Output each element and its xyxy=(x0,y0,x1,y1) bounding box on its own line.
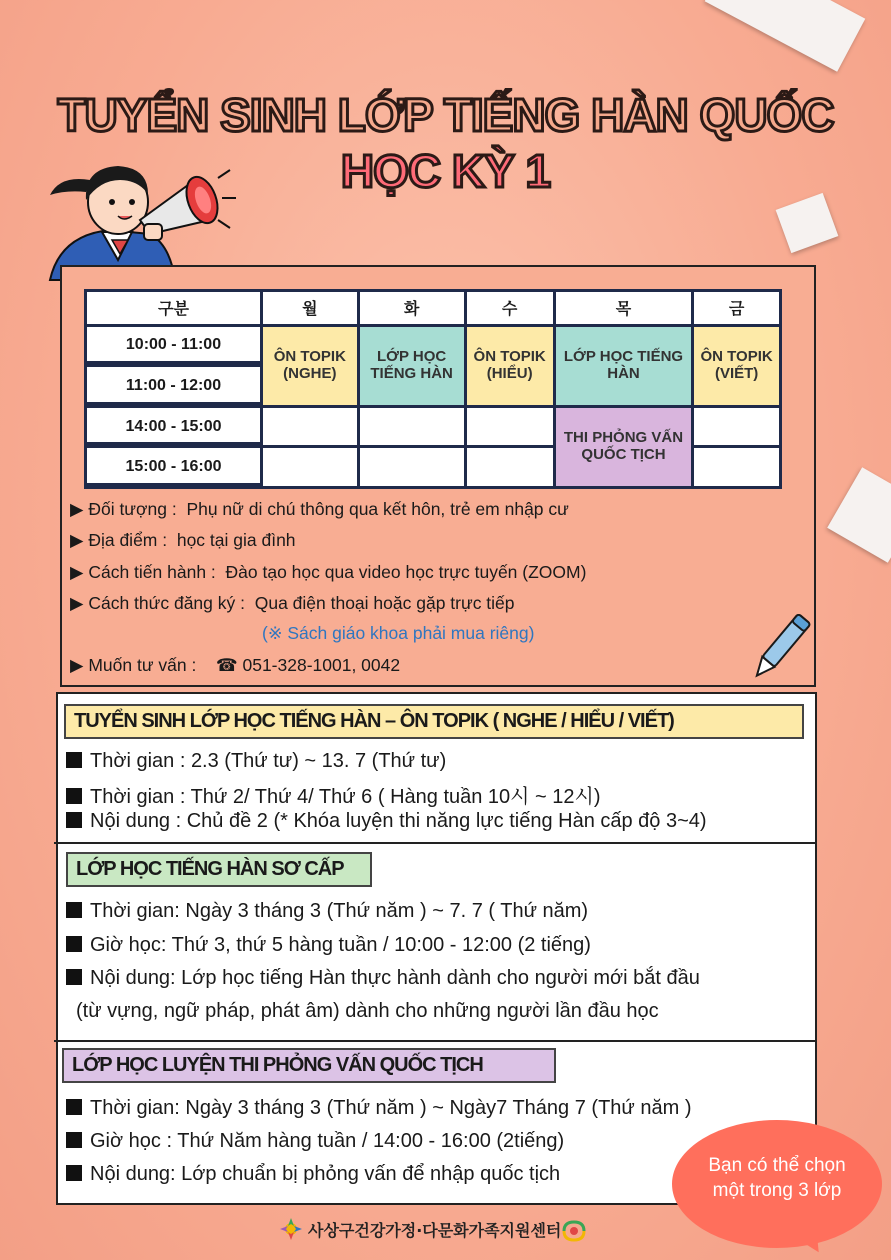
square-bullet-icon xyxy=(66,1132,82,1148)
info-label: ▶ Muốn tư vấn : xyxy=(70,655,196,675)
info-value: học tại gia đình xyxy=(176,530,296,550)
empty-cell xyxy=(693,406,781,447)
class-cell-thu-afternoon: THI PHỎNG VẤN QUỐC TỊCH xyxy=(554,406,693,487)
empty-cell xyxy=(358,406,465,447)
list-item: Nội dung: Lớp chuẩn bị phỏng vấn để nhập quốc tịch xyxy=(66,1163,560,1186)
info-registration xyxy=(70,593,515,614)
textbook-note: (※ Sách giáo khoa phải mua riêng) xyxy=(262,623,535,643)
list-item: Thời gian : 2.3 (Thứ tư) ~ 13. 7 (Thứ tư) xyxy=(66,750,446,773)
info-value: Đào tạo học qua video học trực tuyến (ZOOM) xyxy=(225,562,587,582)
column-header: 구분 xyxy=(86,291,262,326)
schedule-table xyxy=(84,289,782,489)
section-divider xyxy=(54,1040,817,1042)
list-item: Thời gian : Thứ 2/ Thứ 4/ Thứ 6 ( Hàng tuần 10시 ~ 12시) xyxy=(66,780,601,809)
empty-cell xyxy=(465,447,554,488)
pen-icon xyxy=(745,608,815,688)
list-item-continuation: (từ vựng, ngữ pháp, phát âm) dành cho những người lần đầu học xyxy=(76,1000,659,1022)
class-cell-mon: ÔN TOPIK (NGHE) xyxy=(262,325,359,406)
table-header-row xyxy=(86,291,781,326)
square-bullet-icon xyxy=(66,812,82,828)
empty-cell xyxy=(358,447,465,488)
table-row xyxy=(86,406,781,447)
square-bullet-icon xyxy=(66,1165,82,1181)
empty-cell xyxy=(262,406,359,447)
list-item: Thời gian: Ngày 3 tháng 3 (Thứ năm ) ~ 7. 7 ( Thứ năm) xyxy=(66,900,588,923)
class-cell-fri: ÔN TOPIK (VIẾT) xyxy=(693,325,781,406)
list-item: Thời gian: Ngày 3 tháng 3 (Thứ năm ) ~ Ngày7 Tháng 7 (Thứ năm ) xyxy=(66,1097,691,1120)
column-header: 금 xyxy=(693,291,781,326)
square-bullet-icon xyxy=(66,752,82,768)
decorative-paper-right xyxy=(776,193,839,253)
footer-organization: 사상구건강가정·다문화가족지원센터 xyxy=(308,1221,562,1240)
family-logo-icon xyxy=(560,1220,588,1242)
info-target xyxy=(70,499,569,520)
section-divider xyxy=(54,842,817,844)
bubble-line: một trong 3 lớp xyxy=(712,1179,842,1201)
section-heading-beginner: LỚP HỌC TIẾNG HÀN SƠ CẤP xyxy=(66,852,372,887)
square-bullet-icon xyxy=(66,788,82,804)
page-subtitle: HỌC KỲ 1 xyxy=(340,145,551,197)
section-heading-topik: TUYỂN SINH LỚP HỌC TIẾNG HÀN – ÔN TOPIK ( NGHE / HIỂU / VIẾT) xyxy=(64,704,804,739)
class-cell-thu: LỚP HỌC TIẾNG HÀN xyxy=(554,325,693,406)
info-location xyxy=(70,530,296,551)
column-header: 화 xyxy=(358,291,465,326)
square-bullet-icon xyxy=(66,969,82,985)
time-cell: 15:00 - 16:00 xyxy=(86,447,262,488)
list-item: Nội dung: Lớp học tiếng Hàn thực hành dành cho người mới bắt đầu xyxy=(66,967,700,990)
column-header: 목 xyxy=(554,291,693,326)
center-logo-icon xyxy=(278,1216,304,1242)
list-item: Nội dung : Chủ đề 2 (* Khóa luyện thi năng lực tiếng Hàn cấp độ 3~4) xyxy=(66,810,707,833)
empty-cell xyxy=(262,447,359,488)
table-row xyxy=(86,325,781,366)
list-item: Giờ học: Thứ 3, thứ 5 hàng tuần / 10:00 - 12:00 (2 tiếng) xyxy=(66,934,591,957)
column-header: 수 xyxy=(465,291,554,326)
schedule-panel xyxy=(60,265,816,687)
square-bullet-icon xyxy=(66,902,82,918)
time-cell: 14:00 - 15:00 xyxy=(86,406,262,447)
info-label: ▶ Địa điểm : xyxy=(70,530,167,550)
info-value: Phụ nữ di chú thông qua kết hôn, trẻ em nhập cư xyxy=(186,499,569,519)
courses-panel xyxy=(56,692,817,1205)
square-bullet-icon xyxy=(66,936,82,952)
class-cell-wed: ÔN TOPIK (HIỂU) xyxy=(465,325,554,406)
info-label: ▶ Đối tượng : xyxy=(70,499,177,519)
empty-cell xyxy=(465,406,554,447)
info-label: ▶ Cách thức đăng ký : xyxy=(70,593,245,613)
decorative-paper-top-right xyxy=(705,0,866,72)
empty-cell xyxy=(693,447,781,488)
info-value: Qua điện thoại hoặc gặp trực tiếp xyxy=(254,593,515,613)
time-cell: 10:00 - 11:00 xyxy=(86,325,262,366)
info-method xyxy=(70,562,586,583)
section-heading-citizenship: LỚP HỌC LUYỆN THI PHỎNG VẤN QUỐC TỊCH xyxy=(62,1048,556,1083)
info-label: ▶ Cách tiến hành : xyxy=(70,562,216,582)
info-contact xyxy=(70,655,400,676)
bubble-line: Bạn có thể chọn xyxy=(708,1155,846,1176)
column-header: 월 xyxy=(262,291,359,326)
decorative-paper-right-lower xyxy=(827,467,891,563)
page-title: TUYỂN SINH LỚP TIẾNG HÀN QUỐC xyxy=(57,89,834,141)
list-item: Giờ học : Thứ Năm hàng tuần / 14:00 - 16:00 (2tiếng) xyxy=(66,1130,564,1153)
phone-number[interactable]: ☎ 051-328-1001, 0042 xyxy=(215,655,401,675)
time-cell: 11:00 - 12:00 xyxy=(86,366,262,407)
class-cell-tue: LỚP HỌC TIẾNG HÀN xyxy=(358,325,465,406)
choice-speech-bubble xyxy=(672,1120,882,1248)
square-bullet-icon xyxy=(66,1099,82,1115)
